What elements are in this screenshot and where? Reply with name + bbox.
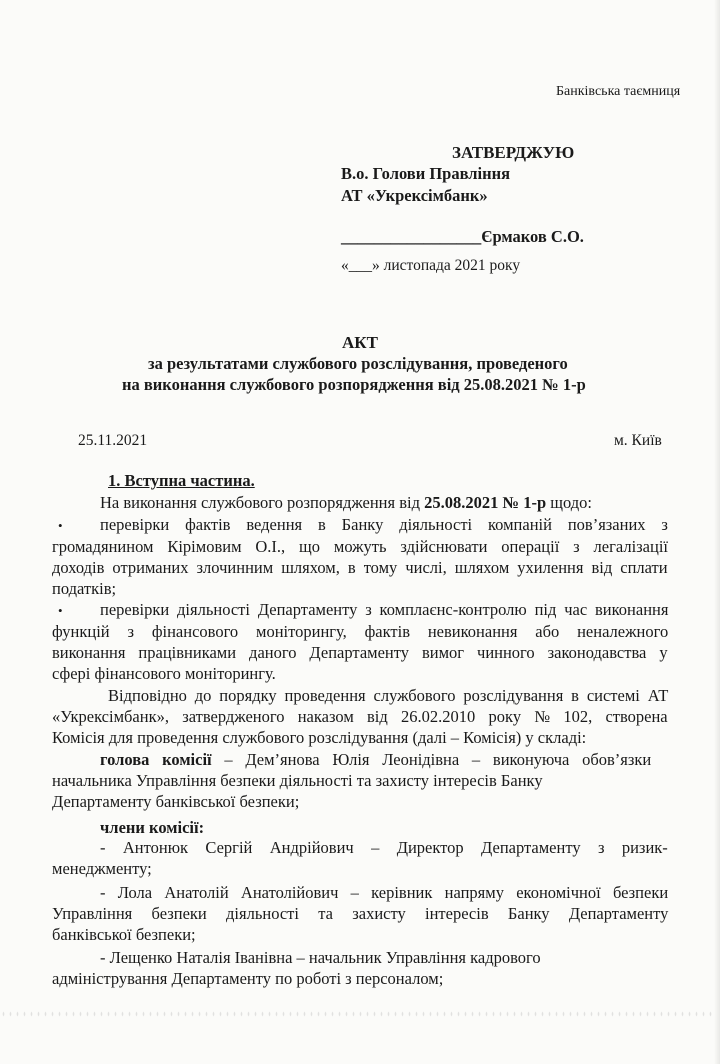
doc-date: 25.11.2021 <box>78 432 148 449</box>
procedure-line-2: «Укрексімбанк», затвердженого наказом від 26.02.2010 року № 102, створена <box>52 707 668 726</box>
chair-label: голова комісії <box>100 750 212 769</box>
procedure-line-1: Відповідно до порядку проведення службового розслідування в системі АТ <box>108 686 669 705</box>
scan-noise <box>0 1005 720 1023</box>
page-edge-shadow <box>714 0 720 1064</box>
member-3-line-2: адміністрування Департаменту по роботі з персоналом; <box>52 969 444 988</box>
bullet-1-line-1: перевірки фактів ведення в Банку діяльності компаній пов’язаних з <box>100 515 668 534</box>
approval-title: ЗАТВЕРДЖУЮ <box>452 143 575 162</box>
chair-line-2: начальника Управління безпеки діяльності та захисту інтересів Банку <box>52 771 543 790</box>
intro-order: 25.08.2021 № 1-р <box>424 493 547 512</box>
member-1-line-1: - Антонюк Сергій Андрійович – Директор Департаменту з ризик- <box>100 838 668 857</box>
approval-position: В.о. Голови Правління <box>341 164 511 183</box>
bullet-2-line-2: функцій з фінансового моніторингу, фактів невиконання або неналежного <box>52 622 669 641</box>
bullet-1-line-2: громадянином Кірімовим О.І., що можуть здійснювати операції з легалізації <box>52 537 669 556</box>
bullet-2-line-4: сфері фінансового моніторингу. <box>52 664 276 683</box>
bullet-2-line-1: перевірки діяльності Департаменту з комплаєнс-контролю під час виконання <box>100 600 669 619</box>
member-1-line-2: менеджменту; <box>52 859 152 878</box>
bullet-2-line-3: виконання працівниками даного Департаменту вимог чинного законодавства у <box>52 643 668 662</box>
approval-date: «___» листопада 2021 року <box>341 257 521 274</box>
member-2-line-3: банківської безпеки; <box>52 925 196 944</box>
member-2-line-1: - Лола Анатолій Анатолійович – керівник напряму економічної безпеки <box>100 883 669 902</box>
member-2-line-2: Управління безпеки діяльності та захисту інтересів Банку Департаменту <box>52 904 669 923</box>
doc-subtitle-1: за результатами службового розслідування, проведеного <box>148 354 568 373</box>
intro-line <box>100 493 592 513</box>
section-heading: 1. Вступна частина. <box>108 471 255 490</box>
chair-name: – Дем’янова Юлія Леонідівна – виконуюча обов’язки <box>211 750 652 769</box>
bullet-1-line-3: доходів отриманих злочинним шляхом, в тому числі, шляхом ухилення від сплати <box>52 558 668 577</box>
doc-city: м. Київ <box>614 432 662 449</box>
bullet-1-marker: • <box>58 518 63 533</box>
approval-bank: АТ «Укрексімбанк» <box>341 186 488 205</box>
intro-post: щодо: <box>546 493 592 512</box>
chair-line-3: Департаменту банківської безпеки; <box>52 792 300 811</box>
intro-pre: На виконання службового розпорядження від <box>100 493 425 512</box>
member-3-line-1: - Лещенко Наталія Іванівна – начальник Управління кадрового <box>100 948 541 967</box>
chair-line-1 <box>100 750 651 770</box>
members-label: члени комісії: <box>100 818 205 837</box>
secrecy-label: Банківська таємниця <box>556 84 681 99</box>
bullet-1-line-4: податків; <box>52 579 117 598</box>
doc-subtitle-2: на виконання службового розпорядження від 25.08.2021 № 1-р <box>122 375 586 394</box>
signature-line: _________________Єрмаков С.О. <box>341 227 584 246</box>
doc-title: АКТ <box>342 333 378 352</box>
bullet-2-marker: • <box>58 603 63 618</box>
procedure-line-3: Комісія для проведення службового розслідування (далі – Комісія) у складі: <box>52 728 587 747</box>
